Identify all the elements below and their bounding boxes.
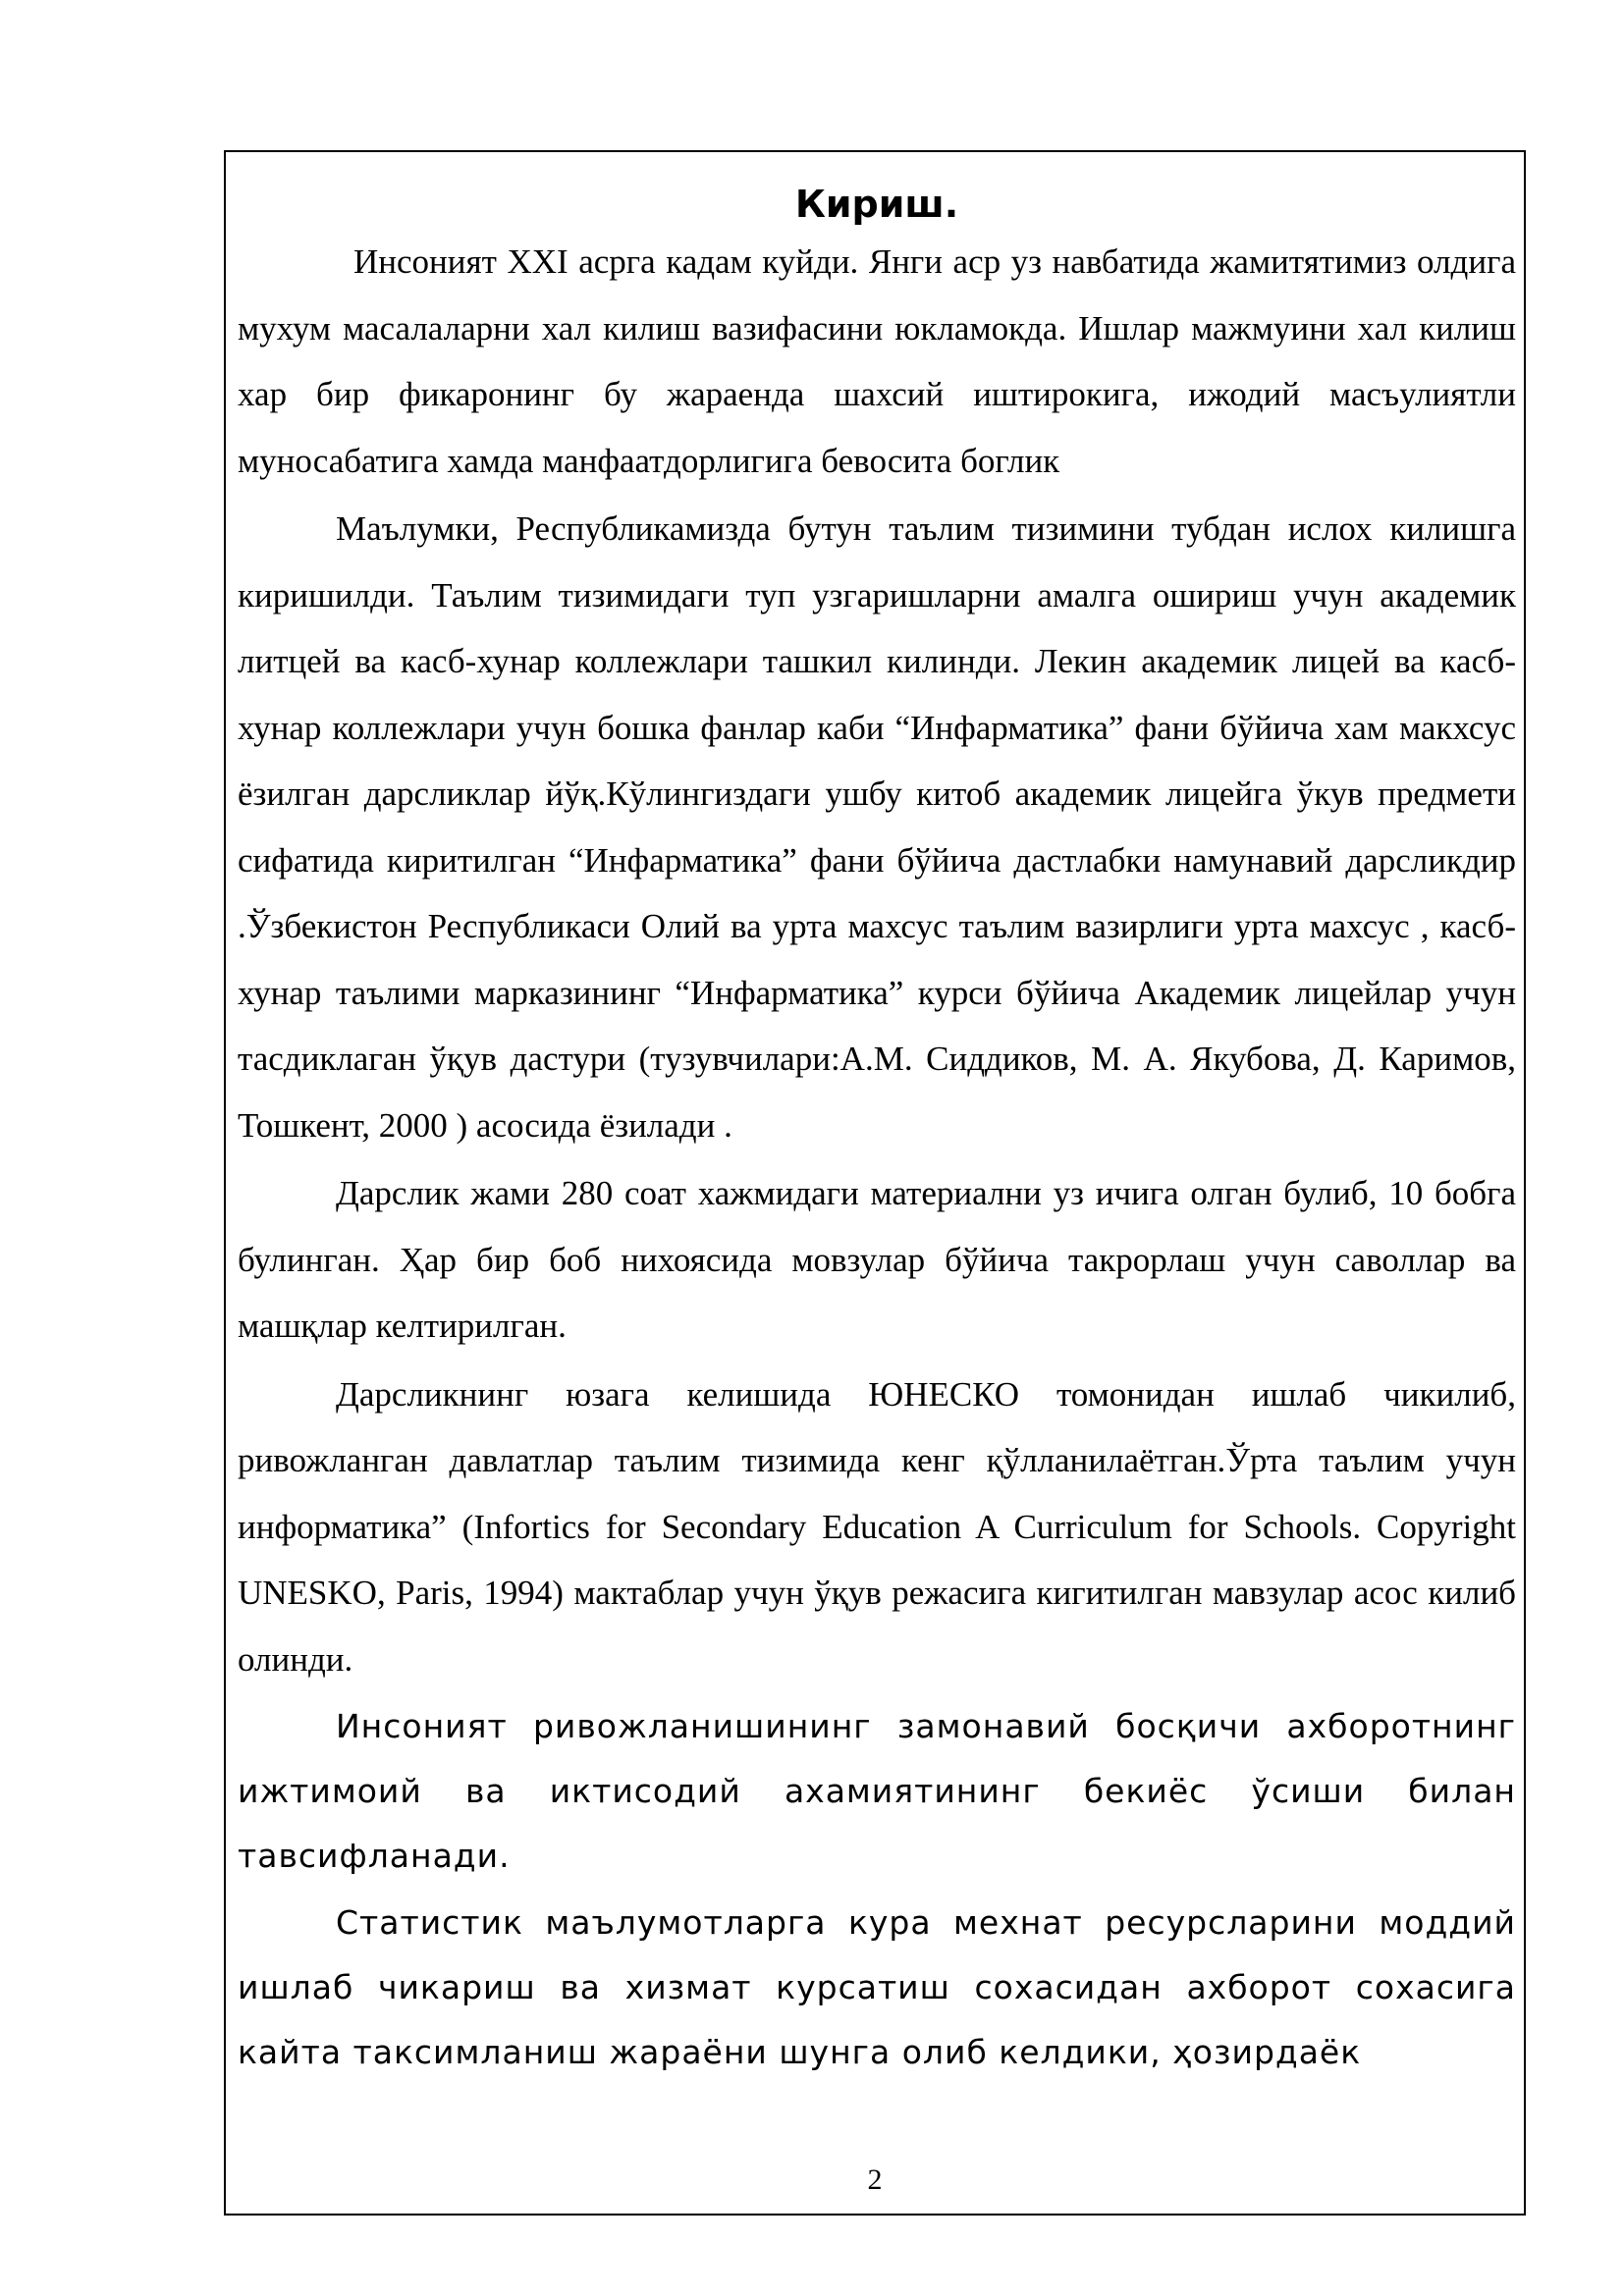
paragraph-information-age: Инсоният ривожланишининг замонавий босқичи ахборотнинг ижтимоий ва иктисодий ахамиятининг бекиёс ўсиши билан тавсифланади.: [238, 1707, 1516, 1875]
paragraph-unesco: Дарсликнинг юзага келишида ЮНЕСКО томонидан ишлаб чикилиб, ривожланган давлатлар таълим тизимида кенг қўлланилаётган.Ўрта таълим учун информатика” (Infortics for Secondary Education A Curriculum for Schools. Copyright UNESKO, Paris, 1994) мактаблар учун ўқув режасига кигитилган мавзулар асос килиб олинди.: [238, 1374, 1516, 1679]
page-number: 2: [867, 2163, 883, 2196]
document-body: [238, 180, 1516, 2085]
page-frame: [224, 150, 1526, 2216]
document-title: Кириш.: [794, 183, 959, 226]
paragraph-statistics: Статистик маълумотларга кура мехнат ресурсларини моддий ишлаб чикариш ва хизмат курсатиш сохасидан ахборот сохасига кайта таксимланиш жараёни шунга олиб келдики, ҳозирдаёк: [238, 1903, 1516, 2071]
paragraph-reform: Маълумки, Республикамизда бутун таълим тизимини тубдан ислох килишга киришилди. Таълим тизимидаги туп узгаришларни амалга ошириш учун академик литцей ва касб-хунар коллежлари ташкил килинди. Лекин академик лицей ва касб-хунар коллежлари учун бошка фанлар каби “Инфарматика” фани бўйича хам макхсус ёзилган дарсликлар йўқ.Кўлингиздаги ушбу китоб академик лицейга ўкув предмети сифатида киритилган “Инфарматика” фани бўйича дастлабки намунавий дарсликдир .Ўзбекистон Республикаси Олий ва урта махсус таълим вазирлиги урта махсус , касб-хунар таълими марказининг “Инфарматика” курси бўйича Академик лицейлар учун тасдиклаган ўқув дастури (тузувчилари:А.М. Сиддиков, М. А. Якубова, Д. Каримов, Тошкент, 2000 ) асосида ёзилади .: [238, 509, 1516, 1145]
paragraph-textbook-volume: Дарслик жами 280 соат хажмидаги материални уз ичига олган булиб, 10 бобга булинган. Ҳар бир боб нихоясида мовзулар бўйича такрорлаш учун саволлар ва машқлар келтирилган.: [238, 1174, 1516, 1345]
paragraph-intro: Инсоният XXI асрга кадам куйди. Янги аср уз навбатида жамитятимиз олдига мухум масалаларни хал килиш вазифасини юкламокда. Ишлар мажмуини хал килиш хар бир фикаронинг бу жараенда шахсий иштирокига, ижодий масъулиятли муносабатига хамда манфаатдорлигига бевосита боглик: [238, 242, 1516, 480]
